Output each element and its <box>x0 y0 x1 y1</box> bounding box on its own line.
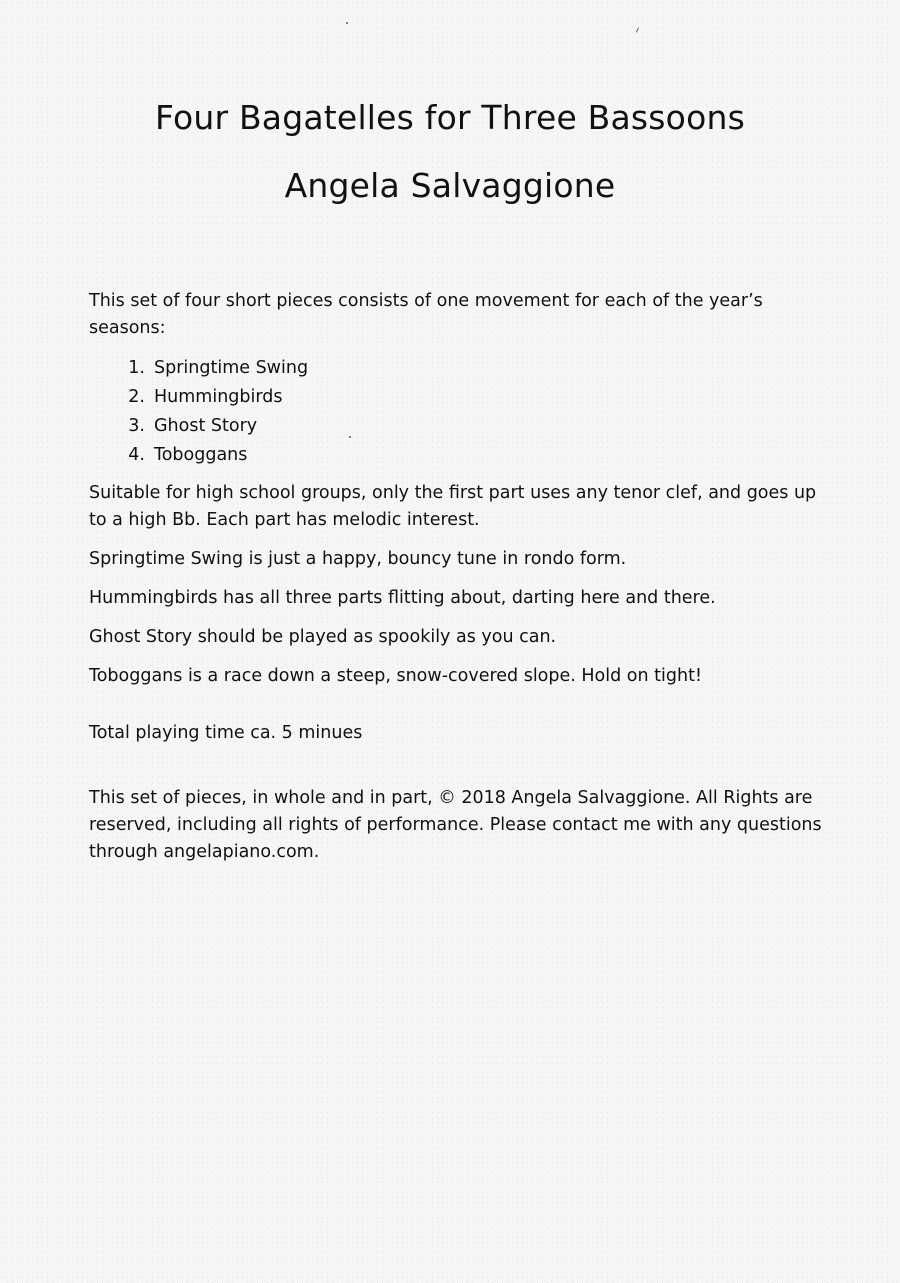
scan-speck <box>636 27 639 33</box>
intro-paragraph: This set of four short pieces consists of one movement for each of the year’s seasons: <box>89 291 763 338</box>
list-number: 2. <box>128 387 145 407</box>
copyright-notice: This set of pieces, in whole and in part, © 2018 Angela Salvaggione. All Rights are reserved, including all rights of performance. Please contact me with any questions through angelapiano.com. <box>89 788 822 862</box>
toboggans-description: Toboggans is a race down a steep, snow-covered slope. Hold on tight! <box>89 666 702 686</box>
list-number: 1. <box>128 358 145 378</box>
list-number: 4. <box>128 445 145 465</box>
movement-name: Toboggans <box>154 445 248 465</box>
hummingbirds-description: Hummingbirds has all three parts flitting about, darting here and there. <box>89 588 716 608</box>
movement-list <box>89 354 824 470</box>
list-item <box>89 412 824 441</box>
playing-time: Total playing time ca. 5 minues <box>89 723 363 743</box>
body-text <box>89 288 824 878</box>
scan-speck <box>346 22 348 24</box>
movement-name: Hummingbirds <box>154 387 283 407</box>
list-item <box>89 354 824 383</box>
list-item <box>89 383 824 412</box>
springtime-description: Springtime Swing is just a happy, bouncy tune in rondo form. <box>89 549 627 569</box>
list-number: 3. <box>128 416 145 436</box>
suitability-paragraph: Suitable for high school groups, only the first part uses any tenor clef, and goes up to a high Bb. Each part has melodic interest. <box>89 483 817 530</box>
movement-name: Springtime Swing <box>154 358 309 378</box>
page-title: Four Bagatelles for Three Bassoons <box>155 98 745 137</box>
ghost-story-description: Ghost Story should be played as spookily as you can. <box>89 627 557 647</box>
composer-name: Angela Salvaggione <box>284 166 616 205</box>
list-item <box>89 441 824 470</box>
movement-name: Ghost Story <box>154 416 258 436</box>
